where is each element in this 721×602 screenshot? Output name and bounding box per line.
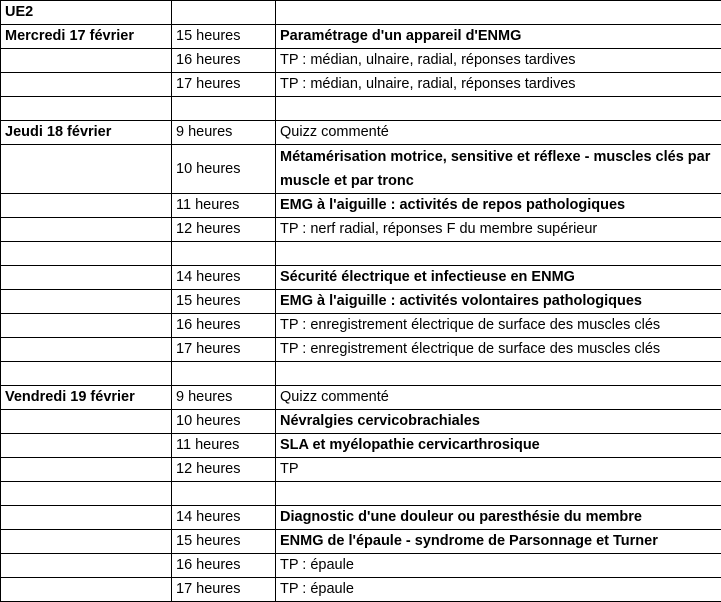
table-row <box>1 121 721 145</box>
time-cell: 9 heures <box>172 386 276 410</box>
day-cell: Jeudi 18 février <box>1 121 172 145</box>
day-cell <box>1 458 172 482</box>
table-row <box>1 458 721 482</box>
time-cell: 15 heures <box>172 25 276 49</box>
header-cell-3 <box>276 1 721 25</box>
table-row <box>1 242 721 266</box>
table-row <box>1 506 721 530</box>
topic-cell: SLA et myélopathie cervicarthrosique <box>276 434 721 458</box>
day-cell <box>1 290 172 314</box>
table-row <box>1 314 721 338</box>
topic-cell <box>276 482 721 506</box>
day-cell <box>1 530 172 554</box>
table-row <box>1 410 721 434</box>
table-row <box>1 434 721 458</box>
time-cell: 14 heures <box>172 506 276 530</box>
table-row <box>1 578 721 602</box>
table-row <box>1 362 721 386</box>
day-cell <box>1 314 172 338</box>
table-row <box>1 338 721 362</box>
day-cell <box>1 194 172 218</box>
day-cell <box>1 49 172 73</box>
day-cell <box>1 145 172 194</box>
header-title: UE2 <box>1 1 172 25</box>
schedule-body <box>1 1 721 602</box>
time-cell: 12 heures <box>172 458 276 482</box>
day-cell <box>1 578 172 602</box>
day-cell <box>1 410 172 434</box>
time-cell: 17 heures <box>172 73 276 97</box>
day-cell <box>1 554 172 578</box>
time-cell: 16 heures <box>172 49 276 73</box>
topic-cell: TP : épaule <box>276 554 721 578</box>
table-row <box>1 49 721 73</box>
topic-cell: ENMG de l'épaule - syndrome de Parsonnage et Turner <box>276 530 721 554</box>
time-cell: 14 heures <box>172 266 276 290</box>
time-cell <box>172 242 276 266</box>
day-cell <box>1 266 172 290</box>
time-cell <box>172 362 276 386</box>
topic-cell: TP : médian, ulnaire, radial, réponses tardives <box>276 49 721 73</box>
time-cell: 16 heures <box>172 314 276 338</box>
topic-cell: Quizz commenté <box>276 121 721 145</box>
topic-cell <box>276 242 721 266</box>
table-row <box>1 194 721 218</box>
time-cell: 15 heures <box>172 530 276 554</box>
time-cell: 17 heures <box>172 578 276 602</box>
table-row <box>1 482 721 506</box>
topic-cell: TP : nerf radial, réponses F du membre supérieur <box>276 218 721 242</box>
day-cell <box>1 338 172 362</box>
time-cell: 11 heures <box>172 194 276 218</box>
topic-cell: TP <box>276 458 721 482</box>
topic-cell: Quizz commenté <box>276 386 721 410</box>
time-cell: 16 heures <box>172 554 276 578</box>
day-cell: Mercredi 17 février <box>1 25 172 49</box>
topic-cell: Diagnostic d'une douleur ou paresthésie du membre <box>276 506 721 530</box>
table-row <box>1 97 721 121</box>
day-cell <box>1 97 172 121</box>
time-cell: 10 heures <box>172 145 276 194</box>
day-cell <box>1 434 172 458</box>
table-row <box>1 530 721 554</box>
header-row <box>1 1 721 25</box>
table-row <box>1 218 721 242</box>
topic-cell: TP : épaule <box>276 578 721 602</box>
day-cell <box>1 362 172 386</box>
topic-cell: Sécurité électrique et infectieuse en ENMG <box>276 266 721 290</box>
day-cell <box>1 506 172 530</box>
topic-cell: Névralgies cervicobrachiales <box>276 410 721 434</box>
topic-cell: Paramétrage d'un appareil d'ENMG <box>276 25 721 49</box>
topic-cell: EMG à l'aiguille : activités volontaires pathologiques <box>276 290 721 314</box>
day-cell <box>1 73 172 97</box>
table-row <box>1 73 721 97</box>
day-cell <box>1 482 172 506</box>
table-row <box>1 266 721 290</box>
table-row <box>1 25 721 49</box>
topic-cell <box>276 362 721 386</box>
topic-cell: EMG à l'aiguille : activités de repos pathologiques <box>276 194 721 218</box>
time-cell <box>172 482 276 506</box>
table-row <box>1 290 721 314</box>
time-cell: 15 heures <box>172 290 276 314</box>
time-cell: 9 heures <box>172 121 276 145</box>
time-cell: 11 heures <box>172 434 276 458</box>
topic-cell: TP : enregistrement électrique de surface des muscles clés <box>276 314 721 338</box>
table-row <box>1 554 721 578</box>
day-cell <box>1 218 172 242</box>
topic-cell: TP : médian, ulnaire, radial, réponses tardives <box>276 73 721 97</box>
time-cell: 12 heures <box>172 218 276 242</box>
time-cell: 10 heures <box>172 410 276 434</box>
topic-cell: Métamérisation motrice, sensitive et réflexe - muscles clés par muscle et par tronc <box>276 145 721 194</box>
day-cell: Vendredi 19 février <box>1 386 172 410</box>
topic-cell <box>276 97 721 121</box>
day-cell <box>1 242 172 266</box>
table-row <box>1 145 721 194</box>
time-cell <box>172 97 276 121</box>
topic-cell: TP : enregistrement électrique de surface des muscles clés <box>276 338 721 362</box>
time-cell: 17 heures <box>172 338 276 362</box>
header-cell-2 <box>172 1 276 25</box>
table-row <box>1 386 721 410</box>
